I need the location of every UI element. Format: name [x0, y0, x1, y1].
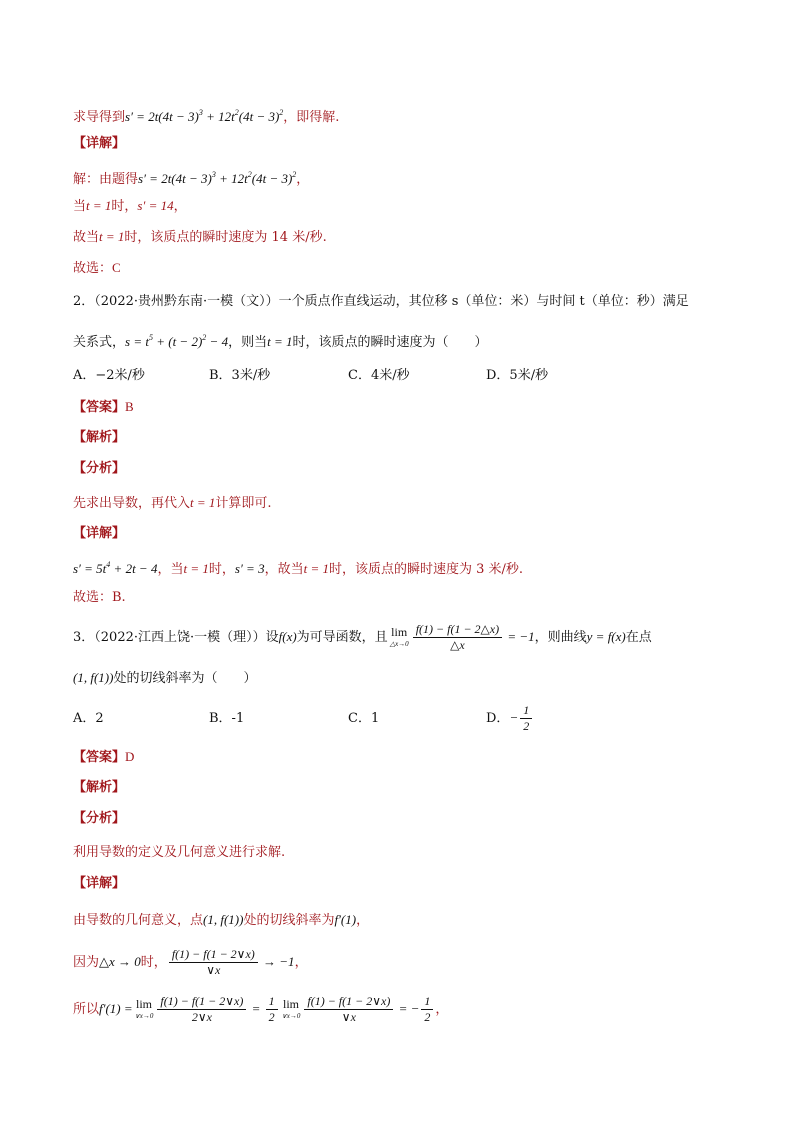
question-2-formula-line: 关系式，$s = t^5 + (t - 2)^2 - 4$，则当t = 1时，该质点的瞬时速度为（ ）: [73, 333, 488, 350]
fraction-one-half: $\frac{1}{2}$: [520, 703, 532, 734]
limit-operator: lim ∨x→0: [281, 996, 301, 1020]
solution-line: 所以f′(1) = lim ∨x→0 $\frac{f(1) - f(1 - 2\vee x)}{2\vee x}$ = $\frac{1}{2}$ lim ∨x→0 $\frac{f(1) - f(1 - 2\vee x)}{\vee x}$ = − $\frac{1}{2}$ ，: [73, 994, 449, 1024]
option-d: D．− $\frac{1}{2}$: [486, 700, 534, 737]
solution-line: 由导数的几何意义，点(1, f(1))处的切线斜率为f′(1)，: [73, 912, 370, 928]
reasoning-line: 先求出导数，再代入t = 1计算即可.: [73, 495, 272, 511]
solution-line: [73, 166, 309, 189]
derivative-formula: $s' = 5t^4 + 2t - 4$: [73, 560, 158, 576]
question-3-text-cont: (1, f(1))处的切线斜率为（ ）: [73, 670, 257, 686]
section-label-analysis: 【解析】: [73, 430, 126, 445]
section-label-reasoning: 【分析】: [73, 811, 126, 826]
difference-quotient: $\frac{f(1) - f(1 - 2\vee x)}{\vee x}$: [169, 947, 258, 978]
derivative-formula: $s' = 2t(4t - 3)^3 + 12t^2(4t - 3)^2$: [125, 108, 284, 124]
answer-line: 【答案】B: [73, 399, 134, 415]
choice-line: 故选：C: [73, 260, 121, 276]
option-a: A．−2米/秒: [73, 368, 145, 383]
option-d: D．5米/秒: [486, 368, 549, 383]
fraction-one-half: $\frac{1}{2}$: [266, 994, 278, 1025]
option-b: B．-1: [209, 711, 245, 726]
option-c: C．4米/秒: [348, 368, 410, 383]
option-c: C．1: [348, 711, 380, 726]
question-3-text: 3．（2022·江西上饶·一模（理））设f(x)为可导函数，且 lim △x→0 $\frac{f(1) - f(1 - 2\triangle x)}{\triangle x}$ = −1，则曲线y = f(x)在点: [73, 622, 652, 652]
solution-line: 当t = 1时，s′ = 14，: [73, 198, 187, 214]
section-label-detail: 【详解】: [73, 876, 126, 891]
text: ，: [296, 172, 310, 187]
difference-quotient: $\frac{f(1) - f(1 - 2\triangle x)}{\triangle x}$: [413, 622, 502, 653]
limit-operator: lim ∨x→0: [134, 996, 154, 1020]
text: 求导得到: [73, 110, 126, 125]
solution-hint-line: [73, 104, 339, 127]
text: ，即得解.: [283, 110, 340, 125]
limit-operator: lim △x→0: [389, 624, 409, 648]
difference-quotient: $\frac{f(1) - f(1 - 2\vee x)}{\vee x}$: [304, 994, 393, 1025]
section-label-detail: 【详解】: [73, 526, 126, 541]
option-a: A．2: [73, 711, 104, 726]
choice-line: 故选：B.: [73, 590, 126, 605]
solution-line: 故当t = 1时，该质点的瞬时速度为 14 米/秒.: [73, 229, 327, 245]
question-2-text: 2．（2022·贵州黔东南·一模（文））一个质点作直线运动，其位移 s（单位：米）与时间 t（单位：秒）满足: [73, 294, 689, 309]
text: 解：由题得: [73, 172, 139, 187]
solution-line: $s' = 5t^4 + 2t - 4$，当t = 1时，s′ = 3，故当t = 1时，该质点的瞬时速度为 3 米/秒.: [73, 560, 524, 577]
difference-quotient: $\frac{f(1) - f(1 - 2\vee x)}{2\vee x}$: [157, 994, 246, 1025]
section-label-detail: 【详解】: [73, 136, 126, 151]
section-label-reasoning: 【分析】: [73, 461, 126, 476]
solution-line: 因为△x → 0时， $\frac{f(1) - f(1 - 2\vee x)}{\vee x}$ → −1，: [73, 947, 308, 977]
derivative-formula: $s' = 2t(4t - 3)^3 + 12t^2(4t - 3)^2$: [138, 170, 297, 186]
option-b: B．3米/秒: [209, 368, 271, 383]
motion-formula: $s = t^5 + (t - 2)^2 - 4$: [125, 333, 229, 349]
reasoning-line: 利用导数的定义及几何意义进行求解.: [73, 845, 286, 860]
fraction-one-half: $\frac{1}{2}$: [421, 994, 433, 1025]
answer-line: 【答案】D: [73, 749, 135, 765]
section-label-analysis: 【解析】: [73, 780, 126, 795]
